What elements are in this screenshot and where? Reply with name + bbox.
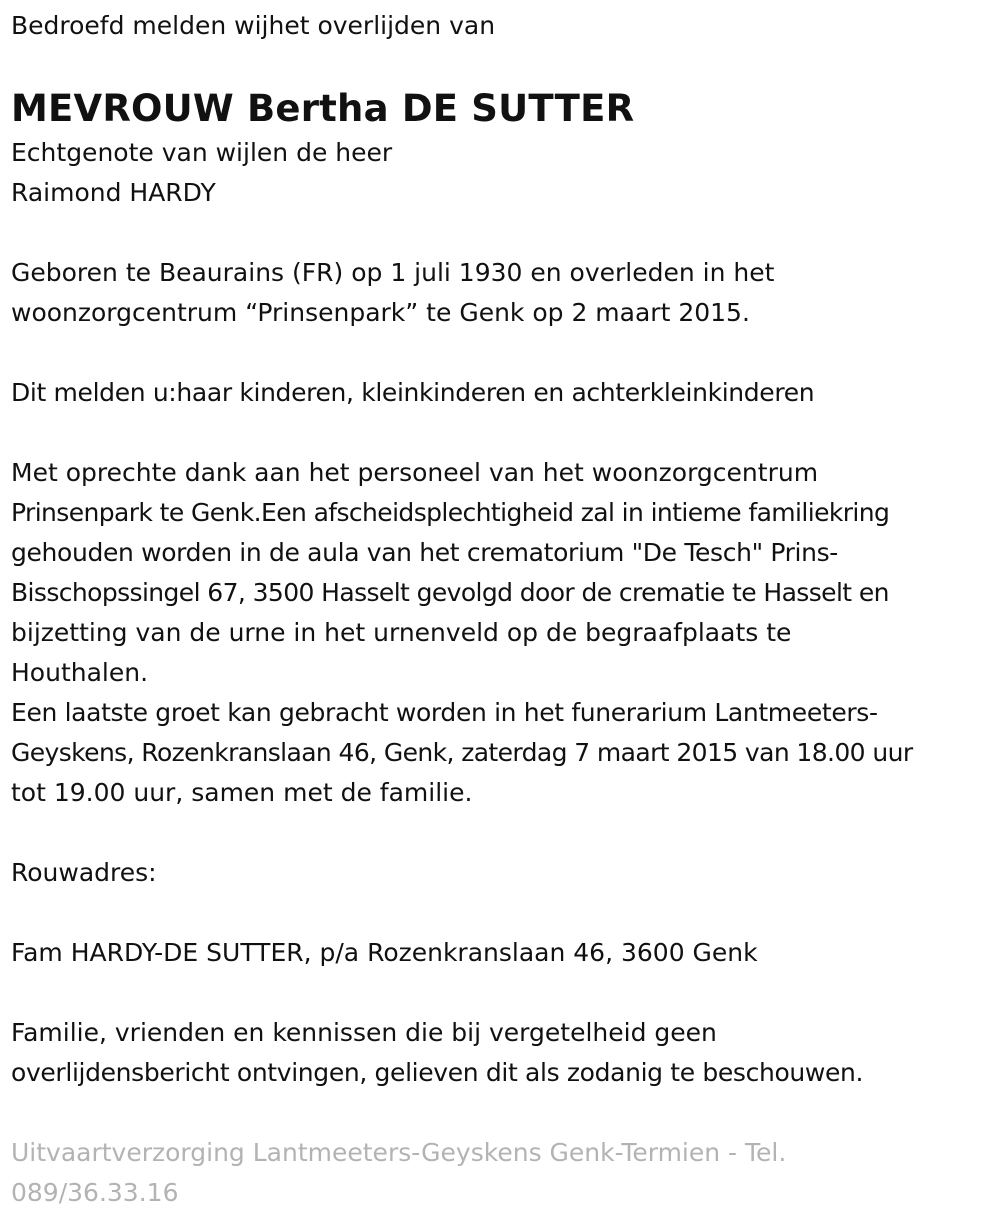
thanks-line: Prinsenpark te Genk.Een afscheidsplechtigheid zal in intieme familiekring: [11, 498, 890, 527]
birth-death-line: woonzorgcentrum “Prinsenpark” te Genk op 2 maart 2015.: [11, 298, 750, 327]
spouse-line-2: Raimond HARDY: [11, 178, 216, 207]
thanks-line: Met oprechte dank aan het personeel van het woonzorgcentrum: [11, 458, 819, 487]
mourning-address-label: Rouwadres:: [11, 858, 157, 887]
obituary-notice: [11, 0, 996, 1213]
birth-death-line: Geboren te Beaurains (FR) op 1 juli 1930 en overleden in het: [11, 258, 775, 287]
thanks-line: Geyskens, Rozenkranslaan 46, Genk, zaterdag 7 maart 2015 van 18.00 uur: [11, 738, 913, 767]
spouse-line-1: Echtgenote van wijlen de heer: [11, 138, 393, 167]
thanks-line: Een laatste groet kan gebracht worden in het funerarium Lantmeeters-: [11, 698, 878, 727]
thanks-line: Houthalen.: [11, 658, 149, 687]
thanks-line: Bisschopssingel 67, 3500 Hasselt gevolgd door de crematie te Hasselt en: [11, 578, 889, 607]
funeral-director-line: Uitvaartverzorging Lantmeeters-Geyskens Genk-Termien - Tel.: [11, 1138, 787, 1167]
notice-line: Familie, vrienden en kennissen die bij vergetelheid geen: [11, 1018, 717, 1047]
thanks-line: bijzetting van de urne in het urnenveld op de begraafplaats te: [11, 618, 792, 647]
funeral-director-phone: 089/36.33.16: [11, 1178, 179, 1207]
mourning-address: Fam HARDY-DE SUTTER, p/a Rozenkranslaan 46, 3600 Genk: [11, 938, 758, 967]
announced-by-text: Dit melden u:haar kinderen, kleinkinderen en achterkleinkinderen: [11, 378, 815, 407]
intro-text: Bedroefd melden wijhet overlijden van: [11, 11, 496, 40]
notice-line: overlijdensbericht ontvingen, gelieven dit als zodanig te beschouwen.: [11, 1058, 864, 1087]
deceased-name: MEVROUW Bertha DE SUTTER: [11, 87, 635, 130]
thanks-line: gehouden worden in de aula van het crematorium "De Tesch" Prins-: [11, 538, 838, 567]
thanks-line: tot 19.00 uur, samen met de familie.: [11, 778, 473, 807]
